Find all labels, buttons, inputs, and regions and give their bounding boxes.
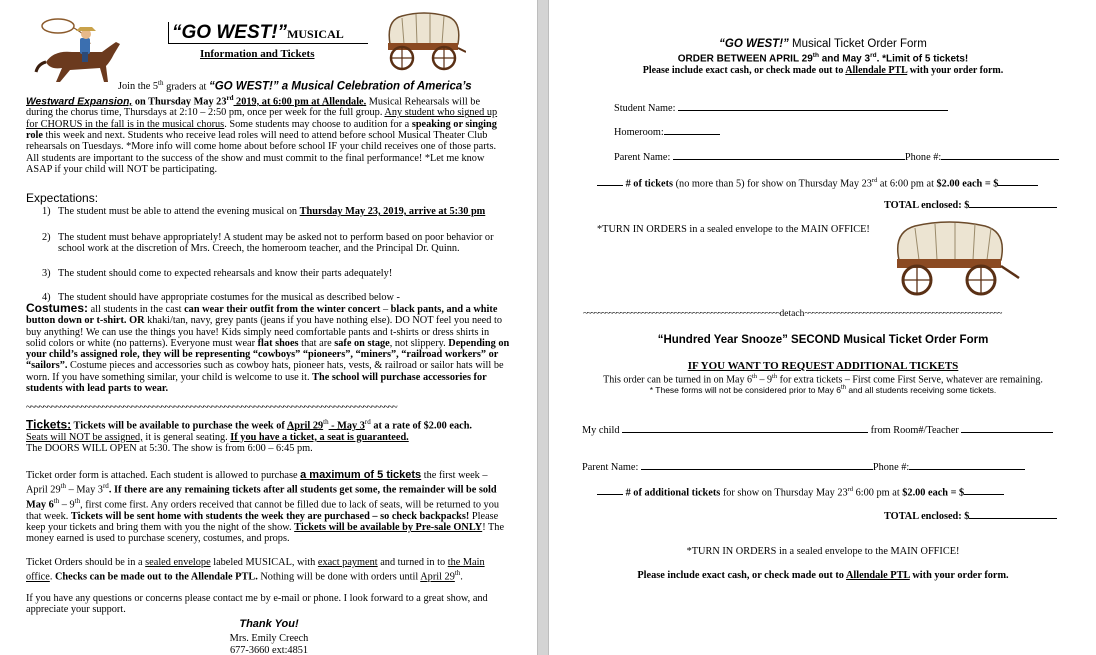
covered-wagon-clipart — [889, 220, 1021, 298]
divider-tildes: ~~~~~~~~~~~~~~~~~~~~~~~~~~~~~~~~~~~~~~~~~~~~~~~~~~~~~~~~~~~~~~~~~~~~~~~~~~~~~~~~~~~~~~~~ — [26, 402, 397, 413]
child-name-line[interactable] — [622, 423, 868, 433]
form1-turn-in: *TURN IN ORDERS in a sealed envelope to the MAIN OFFICE! — [597, 224, 870, 235]
closing-paragraph: If you have any questions or concerns please contact me by e-mail or phone. I look forward to a great show, and appreciate your support. — [26, 593, 488, 616]
title-suffix: MUSICAL — [287, 27, 344, 41]
expectation-item-3: 3) The student should come to expected rehearsals and know their parts adequately! — [42, 268, 393, 279]
homeroom-field[interactable]: Homeroom: — [614, 125, 720, 139]
amount-line[interactable] — [998, 176, 1038, 186]
expectation-item-1: 1) The student must be able to attend the evening musical on Thursday May 23, 2019, arrive at 5:30 pm — [42, 206, 486, 217]
page-subtitle: Information and Tickets — [200, 48, 315, 60]
form2-total-field[interactable]: TOTAL enclosed: $ — [884, 509, 1057, 523]
additional-count-line[interactable] — [597, 485, 623, 495]
form2-title: “Hundred Year Snooze” SECOND Musical Ticket Order Form — [657, 334, 989, 346]
detach-line: ~~~~~~~~~~~~~~~~~~~~~~~~~~~~~~~~~~~~~~~~~~~~~~~~~~~~~~detach~~~~~~~~~~~~~~~~~~~~~~~~~~~~~~~~~~~~~~~~~~~~~~~~~~~~~~ — [583, 309, 1001, 319]
page-right — [548, 0, 1096, 655]
phone-line[interactable] — [941, 150, 1059, 160]
form2-note: * These forms will not be considered prior to May 6th and all students receiving some tickets. — [649, 385, 997, 395]
parent-name-line[interactable] — [673, 150, 905, 160]
form2-parent-name-field[interactable]: Parent Name: Phone #: — [582, 460, 1025, 474]
order-paragraph: Ticket order form is attached. Each student is allowed to purchase a maximum of 5 tickets the first week – April 29th – May 3rd. If there are any remaining tickets after all students get some, the remainder will be sold May 6th – 9th, first come first. Any orders received that cannot be filled due to lack of seats, will be returned to you that week. Tickets will be sent home with students the week they are purchased – so check backpacks! Please keep your tickets and bring them with you the night of the show. Tickets will be available by Pre-sale ONLY! The money earned is used to purchase scenery, costumes, and props. — [26, 469, 505, 545]
title-main: “GO WEST!” — [172, 22, 288, 43]
form2-payment-note: Please include exact cash, or check made out to Allendale PTL with your order form. — [637, 570, 1009, 581]
form1-payment-note: Please include exact cash, or check made out to Allendale PTL with your order form. — [642, 65, 1004, 76]
form2-parent-line[interactable] — [641, 460, 873, 470]
parent-name-field[interactable]: Parent Name: Phone #: — [614, 150, 1059, 164]
tickets-paragraph: Tickets: Tickets will be available to purchase the week of April 29th - May 3rd at a rate of $2.00 each. Seats will NOT be assigned, it is general seating. If you have a ticket, a seat is guaranteed. The DOORS WILL OPEN at 5:30. The show is from 6:00 – 6:45 pm. — [26, 417, 472, 455]
form1-title: “GO WEST!” Musical Ticket Order Form — [719, 38, 927, 50]
homeroom-line[interactable] — [664, 125, 720, 135]
teacher-phone: 677-3660 ext:4851 — [229, 645, 309, 655]
student-name-field[interactable]: Student Name: — [614, 101, 948, 115]
additional-ticket-field[interactable]: # of additional tickets for show on Thursday May 23rd 6:00 pm at $2.00 each = $ — [597, 484, 1004, 499]
total-line[interactable] — [969, 198, 1057, 208]
page-title — [172, 22, 344, 44]
form1-order-window: ORDER BETWEEN APRIL 29th and May 3rd. *Limit of 5 tickets! — [677, 52, 969, 65]
ticket-count-line[interactable] — [597, 176, 623, 186]
form2-window: This order can be turned in on May 6th – 9th for extra tickets – First come First Serve, whatever are remaining. — [603, 373, 1043, 386]
teacher-name: Mrs. Emily Creech — [229, 633, 309, 644]
envelope-paragraph: Ticket Orders should be in a sealed envelope labeled MUSICAL, with exact payment and turned in to the Main office. Checks can be made out to the Allendale PTL. Nothing will be done with orders until April 29th. — [26, 557, 485, 583]
intro-paragraph: Join the 5th graders at “GO WEST!” a Musical Celebration of America’s Westward Expansion, on Thursday May 23rd 2019, at 6:00 pm at Allendale. Musical Rehearsals will be during the chorus time, Thursdays at 2:10 – 2:50 pm, once per week for the full group. Any student who signed up for CHORUS in the fall is in the musical chorus. Some students may choose to audition for a speaking or singing role this week and next. Students who receive lead roles will need to attend before school Musical Theater Club rehearsals on Tuesdays. *More info will come home about before school IF your child receives one of those parts. All students are important to the success of the show and must commit to the final performance! *Let me know ASAP if your child will NOT be participating. — [26, 79, 498, 175]
student-name-line[interactable] — [678, 101, 948, 111]
covered-wagon-clipart — [382, 10, 466, 72]
form2-subtitle: IF YOU WANT TO REQUEST ADDITIONAL TICKETS — [687, 360, 959, 372]
ticket-count-field[interactable]: # of tickets (no more than 5) for show on Thursday May 23rd at 6:00 pm at $2.00 each = $ — [597, 175, 1038, 190]
child-name-field[interactable]: My child from Room#/Teacher — [582, 423, 1053, 437]
page-left — [0, 0, 538, 655]
room-teacher-line[interactable] — [961, 423, 1053, 433]
expectations-heading: Expectations: — [26, 191, 99, 205]
additional-amount-line[interactable] — [964, 485, 1004, 495]
total-enclosed-field[interactable]: TOTAL enclosed: $ — [884, 198, 1057, 212]
expectation-item-2: 2) The student must behave appropriately! A student may be asked not to perform based on poor behavior or school work at the discretion of Mrs. Creech, the homeroom teacher, and the Principal Dr. Quinn. — [42, 232, 494, 255]
costumes-paragraph: Costumes: all students in the cast can wear their outfit from the winter concert – black pants, and a white button down or t-shirt. OR khaki/tan, navy, grey pants (jeans if you have nothing else). DO NOT feel you need to buy anything! We can use the things you have! Kids simply need comfortable pants and t-shirts or dress shirts in solid colors or white (no patterns). Everyone must wear flat shoes that are safe on stage, not slippery. Depending on your child’s assigned role, they will be representing “cowboys” “pioneers”, “miners”, “railroad workers” or “sailors”. Costume pieces and accessories such as cowboy hats, pioneer hats, vests, & railroad or sailor hats will be worn. If you have something similar, your child is welcome to use it. The school will purchase accessories for students with lead parts to wear. — [26, 301, 510, 395]
form2-phone-line[interactable] — [909, 460, 1025, 470]
thank-you: Thank You! — [239, 618, 299, 630]
form2-turn-in: *TURN IN ORDERS in a sealed envelope to the MAIN OFFICE! — [686, 546, 960, 557]
expectation-item-4: 4) The student should have appropriate costumes for the musical as described below - — [42, 292, 400, 303]
form2-total-line[interactable] — [969, 509, 1057, 519]
